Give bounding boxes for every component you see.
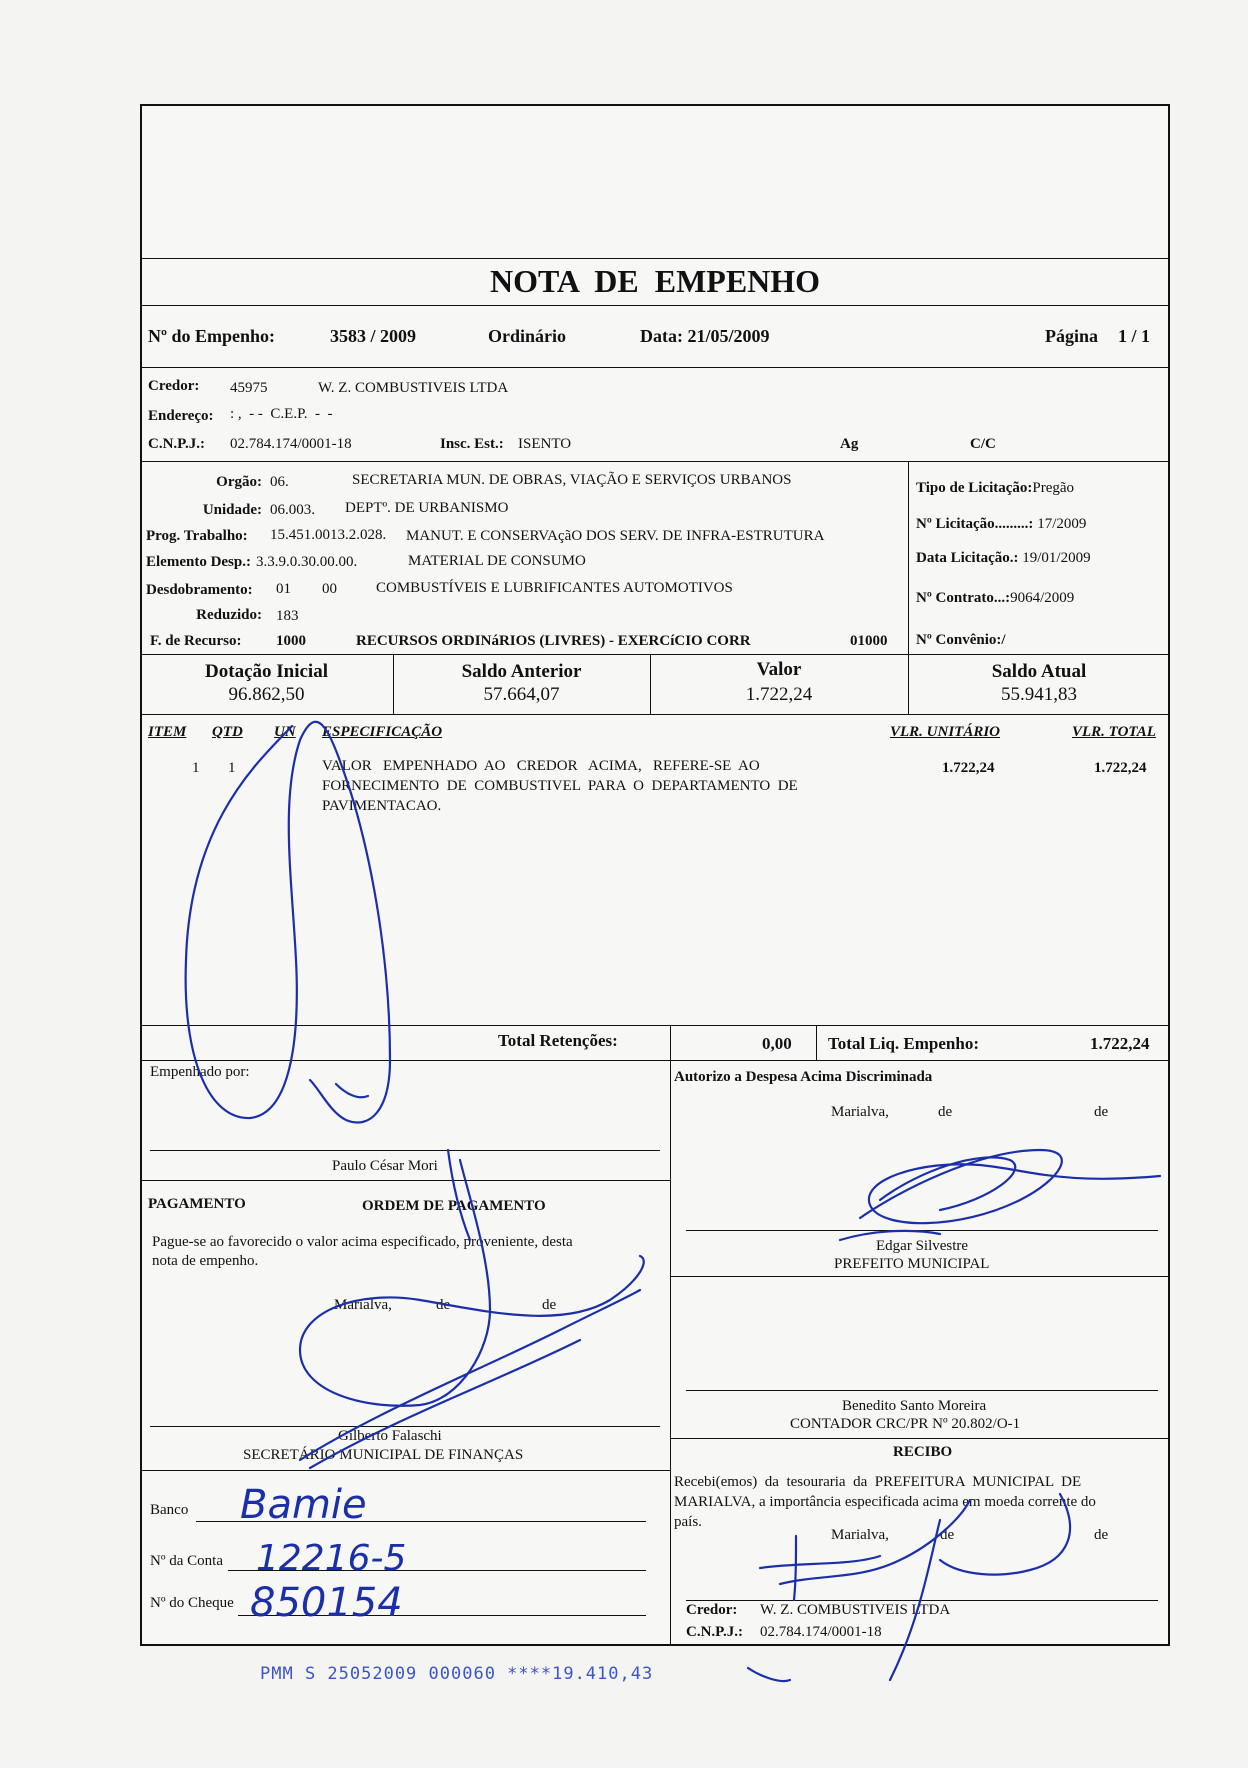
elem-desc: MATERIAL DE CONSUMO [408, 553, 586, 569]
fonte-desc: RECURSOS ORDINáRIOS (LIVRES) - EXERCíCIO CORR [356, 633, 751, 649]
desd-code1: 01 [276, 581, 291, 597]
recibo-credor: W. Z. COMBUSTIVEIS LTDA [760, 1602, 951, 1618]
dotacao-label: Dotação Inicial [205, 661, 328, 682]
unidade-code: 06.003. [270, 502, 315, 518]
item-qty: 1 [228, 760, 236, 776]
recibo-cnpj: 02.784.174/0001-18 [760, 1624, 882, 1640]
elem-label: Elemento Desp.: [146, 554, 251, 570]
num-value: 17/2009 [1037, 516, 1087, 532]
empenho-date: Data: 21/05/2009 [640, 326, 770, 346]
recibo-city: Marialva, [831, 1527, 889, 1543]
saldo-atual-label: Saldo Atual [991, 661, 1087, 682]
contador-role: CONTADOR CRC/PR Nº 20.802/O-1 [790, 1416, 1021, 1432]
valor-value: 1.722,24 [745, 684, 813, 705]
contrato-value: 9064/2009 [1010, 590, 1075, 606]
ordem-label: ORDEM DE PAGAMENTO [362, 1198, 546, 1214]
desd-code2: 00 [322, 581, 337, 597]
col-spec: ESPECIFICAÇÃO [322, 724, 443, 740]
item-spec-line3: PAVIMENTACAO. [322, 798, 442, 814]
prog-code: 15.451.0013.2.028. [270, 527, 387, 543]
recibo-de-1: de [940, 1527, 955, 1543]
insc-label: Insc. Est.: [440, 436, 504, 452]
empenhado-label: Empenhado por: [150, 1064, 250, 1080]
fonte-label: F. de Recurso: [150, 633, 242, 649]
autorizo-de-2: de [1094, 1104, 1109, 1120]
insc-value: ISENTO [518, 436, 572, 452]
col-qtd: QTD [212, 724, 243, 740]
data-value: 19/01/2009 [1022, 550, 1091, 566]
credor-cnpj-label: C.N.P.J.: [148, 436, 205, 452]
banco-handwriting: Bamie [240, 1482, 367, 1528]
fonte-num: 01000 [850, 633, 888, 649]
cc-label: C/C [970, 436, 996, 452]
autorizo-city: Marialva, [831, 1104, 889, 1120]
ag-label: Ag [840, 436, 859, 452]
prefeito-name: Edgar Silvestre [876, 1238, 969, 1254]
valor-label: Valor [756, 659, 802, 680]
tipo-label: Tipo de Licitação: [916, 480, 1033, 496]
total-liq-label: Total Liq. Empenho: [828, 1034, 979, 1053]
ordem-de-2: de [542, 1297, 557, 1313]
unidade-desc: DEPTº. DE URBANISMO [345, 500, 509, 516]
recibo-text-2: MARIALVA, a importância especificada acima em moeda corrente do [674, 1494, 1096, 1510]
page-number: 1 / 1 [1118, 326, 1151, 346]
contador-name: Benedito Santo Moreira [842, 1398, 987, 1414]
pagamento-label: PAGAMENTO [148, 1196, 246, 1212]
prog-desc: MANUT. E CONSERVAçãO DOS SERV. DE INFRA-ESTRUTURA [406, 528, 825, 544]
pague-text-1: Pague-se ao favorecido o valor acima especificado, proveniente, desta [152, 1234, 573, 1250]
retencoes-value: 0,00 [762, 1034, 792, 1053]
col-unit: VLR. UNITÁRIO [890, 724, 1001, 740]
empenhado-name: Paulo César Mori [332, 1158, 438, 1174]
recibo-text-1: Recebi(emos) da tesouraria da PREFEITURA MUNICIPAL DE [674, 1474, 1082, 1490]
address-label: Endereço: [148, 408, 214, 424]
doc-title: NOTA DE EMPENHO [489, 263, 821, 299]
fonte-code: 1000 [276, 633, 306, 649]
ordem-de-1: de [436, 1297, 451, 1313]
orgao-code: 06. [270, 474, 289, 490]
saldo-atual-value: 55.941,83 [1001, 684, 1077, 705]
autorizo-de-1: de [938, 1104, 953, 1120]
unidade-label: Unidade: [202, 502, 262, 518]
total-liq-value: 1.722,24 [1090, 1034, 1150, 1053]
secretario-name: Gilberto Falaschi [338, 1428, 442, 1444]
desd-label: Desdobramento: [146, 582, 253, 598]
item-unit-value: 1.722,24 [942, 760, 995, 776]
tipo-value: Pregão [1032, 480, 1075, 496]
recibo-cnpj-label: C.N.P.J.: [686, 1624, 743, 1640]
conta-handwriting: 12216-5 [256, 1538, 407, 1579]
col-item: ITEM [148, 724, 187, 740]
cheque-label: Nº do Cheque [150, 1595, 234, 1611]
reduzido-value: 183 [276, 608, 299, 624]
reduzido-label: Reduzido: [196, 607, 262, 623]
autorizo-label: Autorizo a Despesa Acima Discriminada [674, 1069, 933, 1085]
saldo-anterior-label: Saldo Anterior [461, 661, 582, 682]
conta-label: Nº da Conta [150, 1553, 223, 1569]
empenho-label: Nº do Empenho: [148, 326, 275, 346]
recibo-text-3: país. [674, 1514, 702, 1530]
empenho-number: 3583 / 2009 [330, 326, 417, 346]
credor-code: 45975 [230, 380, 268, 396]
credor-label: Credor: [148, 378, 200, 394]
secretario-role: SECRETÁRIO MUNICIPAL DE FINANÇAS [243, 1447, 524, 1463]
orgao-desc: SECRETARIA MUN. DE OBRAS, VIAÇÃO E SERVIÇOS URBANOS [352, 472, 792, 488]
convenio-label: Nº Convênio:/ [916, 632, 1006, 648]
dotacao-value: 96.862,50 [228, 684, 305, 705]
num-label: Nº Licitação.........: [916, 516, 1034, 532]
page-label: Página [1045, 326, 1099, 346]
item-spec-line1: VALOR EMPENHADO AO CREDOR ACIMA, REFERE-SE AO [322, 758, 760, 774]
recibo-title: RECIBO [893, 1444, 953, 1460]
item-total-value: 1.722,24 [1094, 760, 1147, 776]
recibo-de-2: de [1094, 1527, 1109, 1543]
item-spec-line2: FORNECIMENTO DE COMBUSTIVEL PARA O DEPARTAMENTO DE [322, 778, 798, 794]
pague-text-2: nota de empenho. [152, 1253, 259, 1269]
payment-stamp: PMM S 25052009 000060 ****19.410,43 [260, 1664, 654, 1684]
saldo-anterior-value: 57.664,07 [483, 684, 560, 705]
banco-label: Banco [150, 1502, 189, 1518]
orgao-label: Orgão: [216, 474, 262, 490]
desd-desc: COMBUSTÍVEIS E LUBRIFICANTES AUTOMOTIVOS [376, 580, 733, 596]
contrato-label: Nº Contrato...: [916, 590, 1011, 606]
prefeito-role: PREFEITO MUNICIPAL [834, 1256, 990, 1272]
address-value: : , - - C.E.P. - - [230, 406, 333, 422]
recibo-credor-label: Credor: [686, 1602, 738, 1618]
credor-cnpj: 02.784.174/0001-18 [230, 436, 352, 452]
data-label: Data Licitação.: [916, 550, 1019, 566]
elem-code: 3.3.9.0.30.00.00. [256, 554, 358, 570]
cheque-handwriting: 850154 [250, 1580, 403, 1626]
col-total: VLR. TOTAL [1072, 724, 1156, 740]
prog-label: Prog. Trabalho: [146, 528, 248, 544]
empenho-type: Ordinário [488, 326, 567, 346]
item-number: 1 [192, 760, 200, 776]
ordem-city: Marialva, [334, 1297, 392, 1313]
credor-name: W. Z. COMBUSTIVEIS LTDA [318, 380, 509, 396]
retencoes-label: Total Retenções: [498, 1031, 618, 1050]
col-un: UN [274, 724, 296, 740]
